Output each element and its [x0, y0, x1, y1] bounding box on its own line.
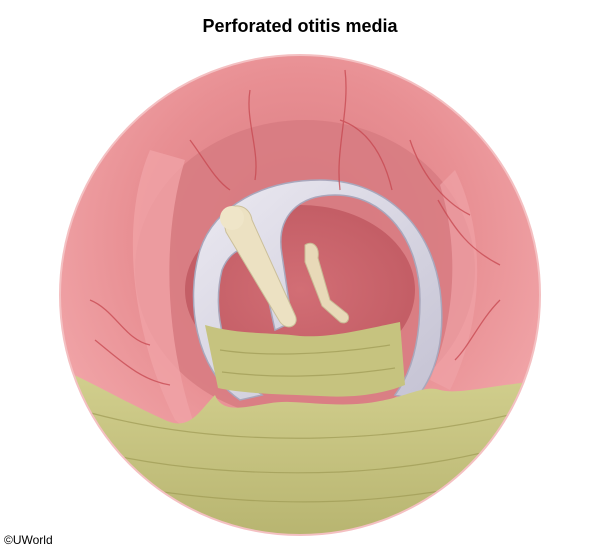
figure-title: Perforated otitis media — [202, 16, 398, 36]
malleus-head — [220, 206, 244, 230]
copyright-notice: ©UWorld — [4, 533, 53, 547]
